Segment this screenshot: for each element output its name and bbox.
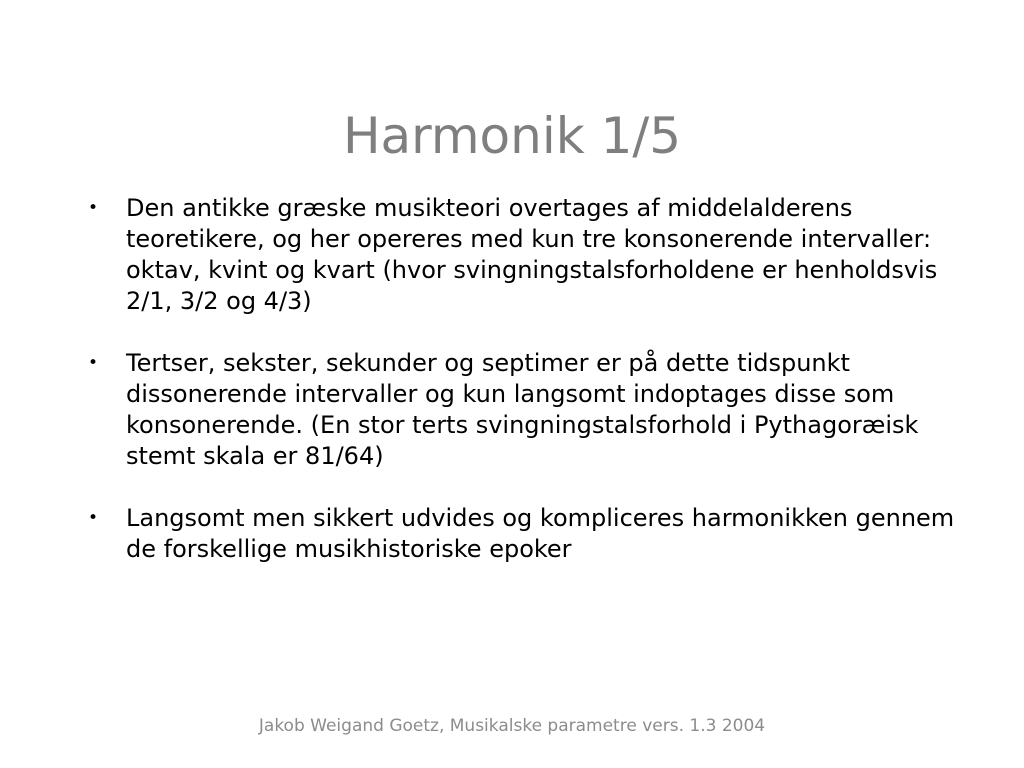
bullet-item <box>88 348 968 472</box>
bullet-text: Den antikke græske musikteori overtages af middelalderens teoretikere, og her opereres med kun tre konsonerende intervaller: oktav, kvint og kvart (hvor svingningstalsforholdene er henholdsvis 2/1, 3/2 og 4/3) <box>126 194 938 315</box>
bullet-item <box>88 193 968 317</box>
bullet-text: Langsomt men sikkert udvides og kompliceres harmonikken gennem de forskellige musikhistoriske epoker <box>126 504 955 563</box>
slide-title: Harmonik 1/5 <box>342 107 682 165</box>
bullet-point-icon: • <box>88 508 99 528</box>
slide-footer: Jakob Weigand Goetz, Musikalske parametre vers. 1.3 2004 <box>258 716 766 736</box>
bullet-point-icon: • <box>88 353 99 373</box>
bullet-item <box>88 503 968 565</box>
bullet-list <box>88 193 968 596</box>
bullet-point-icon: • <box>88 198 99 218</box>
bullet-text: Tertser, sekster, sekunder og septimer er på dette tidspunkt dissonerende intervaller og kun langsomt indoptages disse som konsonerende. (En stor terts svingningstalsforhold i Pythagoræisk stemt skala er 81/64) <box>126 349 919 470</box>
